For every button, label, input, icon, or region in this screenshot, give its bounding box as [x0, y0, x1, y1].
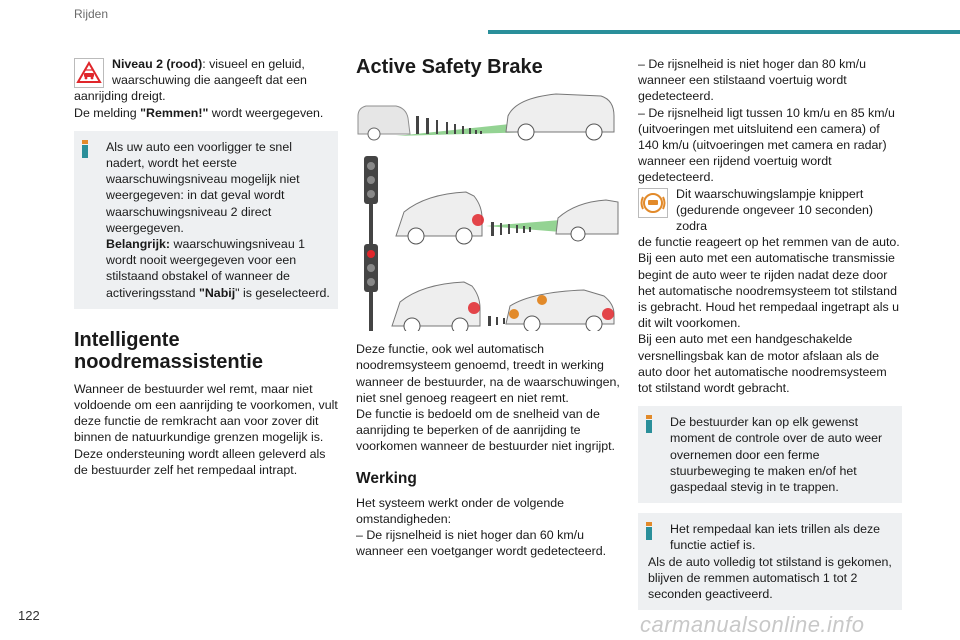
- level2-label: Niveau 2 (rood): [112, 57, 203, 71]
- column-1: [74, 56, 338, 478]
- info-icon: [82, 140, 88, 158]
- note-box-3: [638, 513, 902, 610]
- note2-text: De bestuurder kan op elk gewenst moment de controle over de auto weer overnemen door een ferme stuurbeweging te maken en/of het gaspedaal stevig in te trappen.: [670, 415, 883, 495]
- note1-text2: waarschuwingsniveau 1 wordt nooit weergegeven voor een stilstaand obstakel of wanneer de activeringsstand: [106, 237, 306, 300]
- section-title-line2: noodremassistentie: [74, 350, 263, 373]
- info-icon: [646, 415, 652, 433]
- note3-line: Het rempedaal kan iets trillen als deze functie actief is.: [670, 522, 881, 553]
- scene-level3: [364, 244, 614, 331]
- note1-bold2: "Nabij: [198, 285, 236, 300]
- header-accent-bar: [488, 30, 960, 34]
- note-box-2: [638, 406, 902, 503]
- column-2: [356, 56, 620, 560]
- message-bold: "Remmen!": [140, 105, 209, 120]
- automatic-transmission-text: Bij een auto met een automatische transmissie begint de auto weer te rijden nadat deze door het automatische noodremsysteem tot stilstand is gebracht. Houd het rempedaal ingetrapt als u dit wilt voorkomen.: [638, 251, 900, 331]
- asb-intro: Deze functie, ook wel automatisch noodremsysteem genoemd, treedt in werking wanneer de bestuurder, na de waarschuwingen, niet snel genoeg reageert en niet remt.: [356, 342, 620, 405]
- column-3: [638, 56, 902, 610]
- section-title-line1: Intelligente: [74, 328, 180, 351]
- header-title: Rijden: [74, 7, 109, 21]
- subsection-werking: Werking: [356, 469, 417, 487]
- condition-3: – De rijsnelheid ligt tussen 10 km/u en 85 km/u (uitvoeringen met uitsluitend een camera) of 140 km/u (uitvoeringen met camera en radar) wanneer een rijdend voertuig wordt gedetecteerd.: [638, 105, 895, 185]
- condition-2: – De rijsnelheid is niet hoger dan 80 km/u wanneer een stilstaand voertuig wordt gedetecteerd.: [638, 57, 866, 104]
- level2-text: : visueel en geluid, waarschuwing die aangeeft dat een: [112, 57, 307, 88]
- lamp-paragraph: [638, 186, 902, 235]
- brake-lamp-icon: [638, 188, 668, 218]
- lamp-tail: de functie reageert op het remmen van de auto.: [638, 235, 900, 250]
- manual-gearbox-text: Bij een auto met een handgeschakelde versnellingsbak kan de motor afslaan als de auto door het automatische noodremsysteem tot stilstand wordt gebracht.: [638, 332, 887, 396]
- watermark: carmanualsonline.info: [640, 612, 865, 637]
- lamp-text: Dit waarschuwingslampje knippert (gedurende ongeveer 10 seconden) zodra: [676, 186, 874, 234]
- note3-rest: Als de auto volledig tot stilstand is gekomen, blijven de remmen automatisch 1 tot 2 seconden geactiveerd.: [648, 554, 892, 602]
- scene-level2: [364, 156, 618, 246]
- message-suffix: wordt weergegeven.: [208, 105, 324, 120]
- note1-bold1: Belangrijk:: [106, 237, 171, 252]
- info-icon: [646, 522, 652, 540]
- condition-1: – De rijsnelheid is niet hoger dan 60 km/u wanneer een voetganger wordt gedetecteerd.: [356, 528, 607, 559]
- message-prefix: De melding: [74, 105, 141, 120]
- section-title-noodrem: [74, 329, 338, 373]
- message-line: [74, 105, 338, 121]
- asb-illustration: [356, 86, 620, 331]
- note1-text3: " is geselecteerd.: [235, 285, 330, 300]
- scene-level1: [358, 94, 614, 140]
- section-title-asb: Active Safety Brake: [356, 56, 543, 78]
- collision-warning-icon: [74, 58, 104, 88]
- level2-tail: aanrijding dreigt.: [74, 89, 166, 104]
- note1-text1: Als uw auto een voorligger te snel nadert, wordt het eerste waarschuwingsniveau mogelijk niet weergegeven: in dat geval wordt waarschuwingsniveau 2 direct weergegeven.: [106, 139, 300, 235]
- noodrem-body: Wanneer de bestuurder wel remt, maar niet voldoende om een aanrijding te voorkomen, vult deze functie de remkracht aan voor zover dit binnen de natuurkundige grenzen mogelijk is. Deze ondersteuning wordt alleen geleverd als de bestuurder zelf het rempedaal intrapt.: [74, 381, 338, 477]
- note1-para: [84, 139, 330, 301]
- page-number: 122: [18, 608, 40, 623]
- note-box-1: [74, 131, 338, 309]
- conditions-intro: Het systeem werkt onder de volgende omstandigheden:: [356, 495, 564, 527]
- asb-intro2: De functie is bedoeld om de snelheid van de aanrijding te beperken of de aanrijding te voorkomen wanneer de bestuurder niet ingrijpt.: [356, 407, 615, 454]
- level2-paragraph: [74, 56, 338, 88]
